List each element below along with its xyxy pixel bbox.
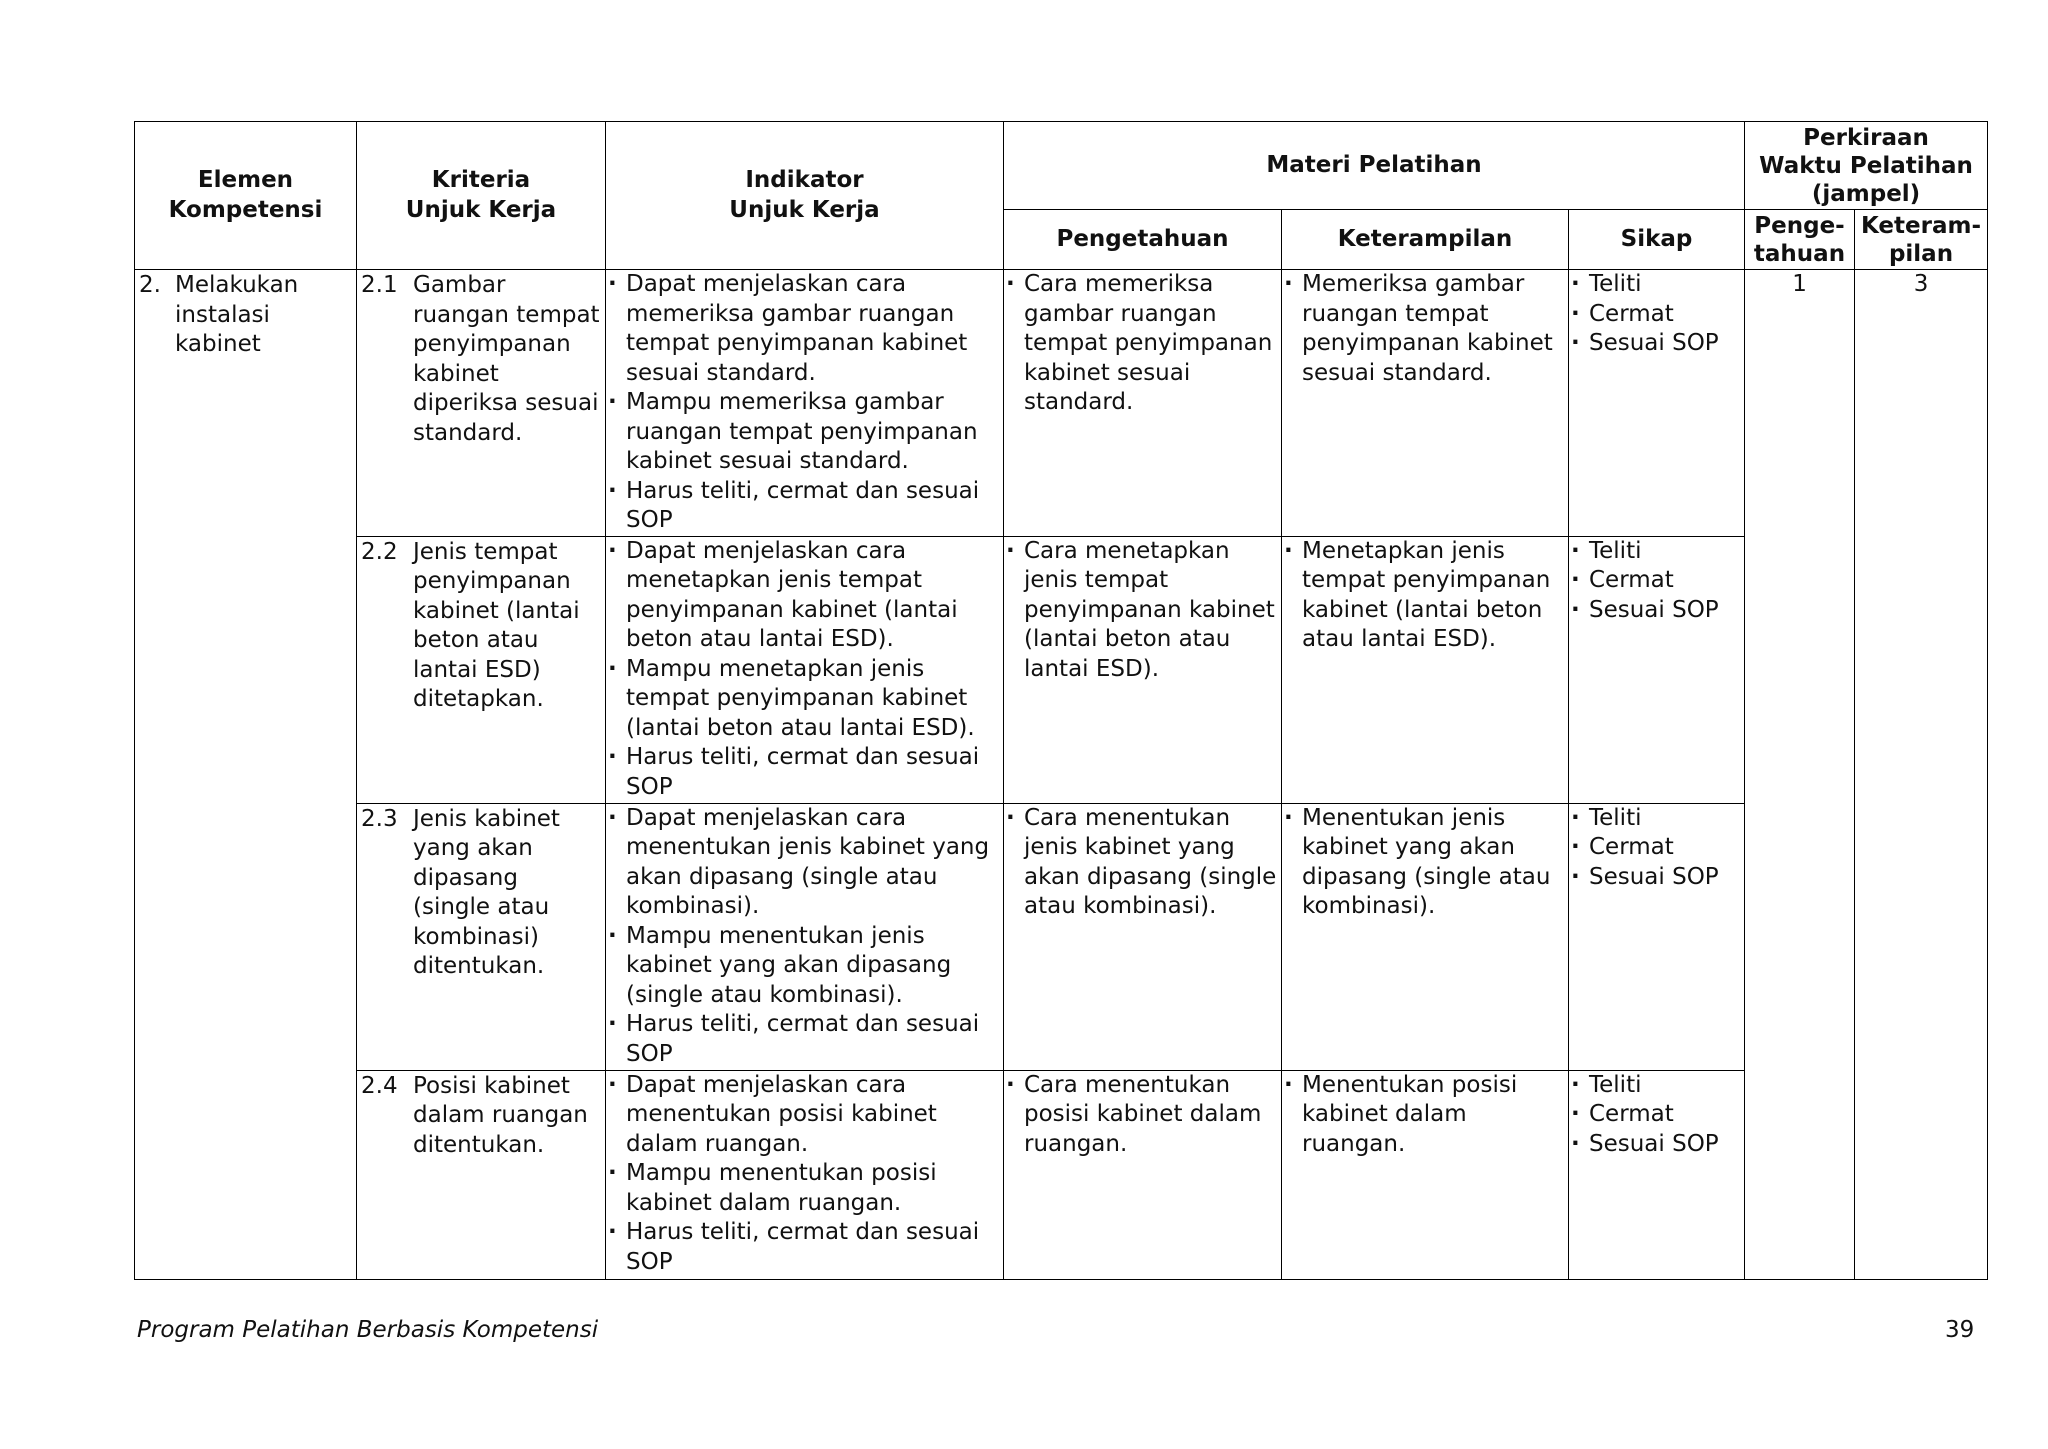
pengetahuan-item: · Cara menentukan posisi kabinet dalam ruangan.	[1004, 1071, 1281, 1160]
kuk-cell	[357, 270, 606, 537]
indikator-item: · Mampu menetapkan jenis tempat penyimpanan kabinet (lantai beton atau lantai ESD).	[606, 655, 1003, 744]
indikator-item: · Mampu menentukan posisi kabinet dalam ruangan.	[606, 1159, 1003, 1218]
header-materi: Materi Pelatihan	[1004, 122, 1745, 210]
indikator-item: · Dapat menjelaskan cara memeriksa gambar ruangan tempat penyimpanan kabinet sesuai standard.	[606, 270, 1003, 388]
jampel-keterampilan: 3	[1855, 270, 1988, 1280]
sikap-item: · Cermat	[1569, 566, 1744, 596]
header-indikator: Indikator Unjuk Kerja	[606, 122, 1004, 270]
pengetahuan-cell	[1004, 803, 1282, 1070]
sikap-item: · Cermat	[1569, 1100, 1744, 1130]
kuk-text: Posisi kabinet dalam ruangan ditentukan.	[413, 1072, 588, 1158]
kuk-number: 2.4	[361, 1072, 398, 1099]
kuk-number: 2.3	[361, 805, 398, 832]
footer-title: Program Pelatihan Berbasis Kompetensi	[137, 1317, 599, 1343]
pengetahuan-item: · Cara menentukan jenis kabinet yang akan dipasang (single atau kombinasi).	[1004, 804, 1281, 922]
competency-table	[134, 121, 1988, 1280]
indikator-cell	[606, 1070, 1004, 1279]
pengetahuan-item: · Cara menetapkan jenis tempat penyimpanan kabinet (lantai beton atau lantai ESD).	[1004, 537, 1281, 685]
indikator-item: · Mampu menentukan jenis kabinet yang akan dipasang (single atau kombinasi).	[606, 922, 1003, 1011]
keterampilan-item: · Menentukan posisi kabinet dalam ruangan.	[1282, 1071, 1568, 1160]
sikap-cell	[1569, 270, 1745, 537]
sikap-item: · Cermat	[1569, 833, 1744, 863]
kuk-cell	[357, 803, 606, 1070]
header-sikap: Sikap	[1569, 210, 1745, 270]
header-kriteria: Kriteria Unjuk Kerja	[357, 122, 606, 270]
indikator-item: · Mampu memeriksa gambar ruangan tempat penyimpanan kabinet sesuai standard.	[606, 388, 1003, 477]
keterampilan-item: · Menentukan jenis kabinet yang akan dipasang (single atau kombinasi).	[1282, 804, 1568, 922]
table-row	[135, 1070, 1988, 1279]
header-elemen: Elemen Kompetensi	[135, 122, 357, 270]
indikator-item: · Harus teliti, cermat dan sesuai SOP	[606, 1218, 1003, 1277]
elemen-label: Melakukan instalasi kabinet	[175, 272, 299, 357]
keterampilan-cell	[1282, 536, 1569, 803]
pengetahuan-item: · Cara memeriksa gambar ruangan tempat penyimpanan kabinet sesuai standard.	[1004, 270, 1281, 418]
keterampilan-cell	[1282, 270, 1569, 537]
sikap-item: · Teliti	[1569, 270, 1744, 300]
kuk-cell	[357, 536, 606, 803]
header-jp-keterampilan: Keteram- pilan	[1855, 210, 1988, 270]
header-jp-pengetahuan: Penge- tahuan	[1745, 210, 1855, 270]
header-waktu: Perkiraan Waktu Pelatihan (jampel)	[1745, 122, 1988, 210]
indikator-item: · Harus teliti, cermat dan sesuai SOP	[606, 477, 1003, 536]
sikap-cell	[1569, 803, 1745, 1070]
sikap-item: · Teliti	[1569, 804, 1744, 834]
jampel-pengetahuan: 1	[1745, 270, 1855, 1280]
kuk-text: Jenis tempat penyimpanan kabinet (lantai beton atau lantai ESD) ditetapkan.	[413, 538, 580, 712]
header-pengetahuan: Pengetahuan	[1004, 210, 1282, 270]
elemen-cell	[135, 270, 357, 1280]
indikator-item: · Harus teliti, cermat dan sesuai SOP	[606, 1010, 1003, 1069]
keterampilan-cell	[1282, 803, 1569, 1070]
page-number: 39	[1945, 1317, 1975, 1343]
kuk-text: Jenis kabinet yang akan dipasang (single atau kombinasi) ditentukan.	[413, 805, 560, 979]
sikap-item: · Sesuai SOP	[1569, 863, 1744, 893]
pengetahuan-cell	[1004, 536, 1282, 803]
table-row	[135, 536, 1988, 803]
indikator-item: · Dapat menjelaskan cara menetapkan jenis tempat penyimpanan kabinet (lantai beton atau lantai ESD).	[606, 537, 1003, 655]
keterampilan-cell	[1282, 1070, 1569, 1279]
indikator-cell	[606, 270, 1004, 537]
indikator-item: · Harus teliti, cermat dan sesuai SOP	[606, 743, 1003, 802]
indikator-cell	[606, 536, 1004, 803]
header-keterampilan: Keterampilan	[1282, 210, 1569, 270]
sikap-item: · Sesuai SOP	[1569, 596, 1744, 626]
keterampilan-item: · Menetapkan jenis tempat penyimpanan kabinet (lantai beton atau lantai ESD).	[1282, 537, 1568, 655]
pengetahuan-cell	[1004, 1070, 1282, 1279]
sikap-cell	[1569, 536, 1745, 803]
elemen-number: 2.	[139, 272, 161, 298]
indikator-item: · Dapat menjelaskan cara menentukan jenis kabinet yang akan dipasang (single atau kombinasi).	[606, 804, 1003, 922]
sikap-cell	[1569, 1070, 1745, 1279]
table-row	[135, 803, 1988, 1070]
sikap-item: · Sesuai SOP	[1569, 1130, 1744, 1160]
sikap-item: · Cermat	[1569, 300, 1744, 330]
kuk-number: 2.1	[361, 272, 398, 298]
kuk-text: Gambar ruangan tempat penyimpanan kabinet diperiksa sesuai standard.	[413, 272, 600, 446]
kuk-cell	[357, 1070, 606, 1279]
table-row	[135, 270, 1988, 537]
indikator-item: · Dapat menjelaskan cara menentukan posisi kabinet dalam ruangan.	[606, 1071, 1003, 1160]
keterampilan-item: · Memeriksa gambar ruangan tempat penyimpanan kabinet sesuai standard.	[1282, 270, 1568, 388]
pengetahuan-cell	[1004, 270, 1282, 537]
indikator-cell	[606, 803, 1004, 1070]
sikap-item: · Teliti	[1569, 1071, 1744, 1101]
kuk-number: 2.2	[361, 538, 398, 565]
sikap-item: · Teliti	[1569, 537, 1744, 567]
sikap-item: · Sesuai SOP	[1569, 329, 1744, 359]
